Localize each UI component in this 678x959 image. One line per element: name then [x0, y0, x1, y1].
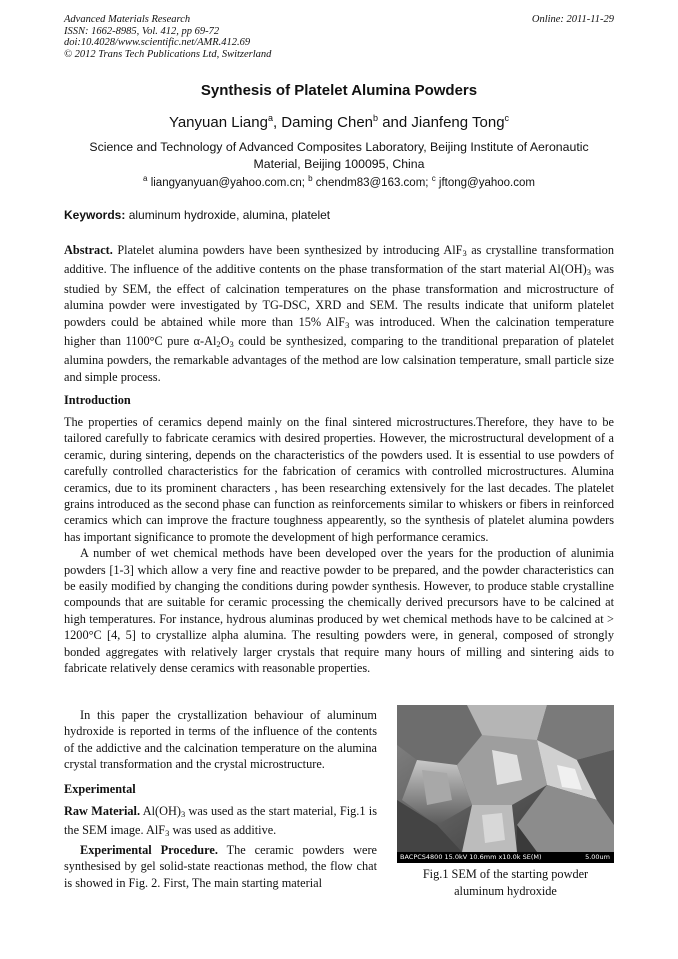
email-address[interactable]: jftong@yahoo.com [438, 176, 535, 189]
experimental-heading: Experimental [64, 781, 136, 796]
email-address[interactable]: chendm83@163.com; [315, 176, 429, 189]
keywords-label: Keywords: [64, 208, 126, 222]
scale-label: 5.00um [585, 853, 610, 861]
introduction-heading: Introduction [64, 393, 131, 407]
abstract-text: could be synthesized, comparing to the tranditional preparation of platelet alumina powders, the remarkable advantages of the method are low calsination temperature, small particle size and simple process. [64, 334, 615, 384]
author-name: Daming Chen [281, 114, 374, 131]
author-list: Yanyuan Liang$^a$, Daming Chen$^b$ and Jianfeng Tong$^c$ [168, 113, 510, 131]
author-name: Jianfeng Tong [411, 114, 505, 131]
abstract-label: Abstract. [64, 243, 113, 257]
keywords-text: aluminum hydroxide, alumina, platelet [128, 208, 331, 222]
caption-line: aluminum hydroxide [454, 884, 557, 898]
left-column [64, 707, 377, 891]
abstract-text: was studied by SEM, the effect of calcination temperatures on the phase transformation and microstructure of alumina powder were investigated by TG-DSC, XRD and SEM. The results indicate that uniform platelet powders could be abtained while more than 15% AlF [64, 262, 614, 329]
email-sup: a [143, 174, 148, 183]
email-sup: b [308, 174, 313, 183]
abstract-text: as crystalline transformation additive. The influence of the additive contents on the phase transformation of the start material Al(OH) [64, 243, 614, 277]
subscript: 3 [345, 319, 350, 330]
subscript: 3 [180, 809, 186, 820]
sem-micrograph [397, 705, 614, 852]
procedure-label: Experimental Procedure. [80, 842, 218, 857]
sem-parameters: BACPCS4800 15.0kV 10.6mm x10.0k SE(M) [400, 853, 542, 861]
journal-name: Advanced Materials Research [64, 14, 191, 25]
raw-text: Al(OH) [142, 804, 181, 819]
subscript: 3 [165, 828, 170, 839]
abstract-text: Platelet alumina powders have been synthesized by introducing AlF [117, 243, 463, 257]
paragraph: The properties of ceramics depend mainly on the final sintered microstructures.Therefore, they have to be tailored carefully to fabricate ceramics with desired properties. However, the microstructural development of a ceramic, during sintering, depends on the characteristics of the powders used. It is essential to use powders of carefully controlled characteristics for the fabrication of ceramics with controlled microstructures. Alumina ceramics, due to its prominent characters , has been researching extensively for the last decades. The platelet grains introduced as the second phase can function as reinforcements similar to whiskers or fibers in reinforced ceramics which can improve the fracture toughness appearently, so the synthesis of platelet alumina powders has important significance to promote the development of high performance ceramics. [64, 415, 614, 544]
sem-image [397, 705, 614, 863]
email-sup: c [431, 174, 436, 183]
paragraph [64, 842, 377, 891]
email-list [0, 174, 678, 189]
online-date: Online: 2011-11-29 [531, 14, 614, 25]
paper-title: Synthesis of Platelet Alumina Powders [200, 82, 478, 99]
procedure-text: The ceramic powders were synthesised by gel solid-state reactionas method, the flow chat is showed in Fig. 2. First, The main starting material [64, 842, 378, 890]
abstract-text: O [220, 334, 230, 349]
raw-text: was used as additive. [172, 823, 277, 838]
author-sup: c [504, 113, 510, 123]
subscript: 3 [586, 267, 592, 278]
raw-material-label: Raw Material. [64, 804, 141, 819]
copyright-line: © 2012 Trans Tech Publications Ltd, Switzerland [64, 48, 272, 60]
author-sup: a [267, 113, 273, 123]
sem-info-bar [397, 852, 614, 863]
author-sup: b [373, 113, 379, 123]
journal-header [64, 14, 614, 60]
abstract [64, 242, 614, 385]
paragraph [64, 803, 377, 842]
introduction-body [64, 414, 614, 677]
abstract-text: was introduced. When the calcination temperature higher than 1100°C pure α-Al [64, 314, 614, 349]
issn-line: ISSN: 1662-8985, Vol. 412, pp 69-72 [64, 25, 220, 37]
subscript: 3 [462, 248, 467, 258]
email-address[interactable]: liangyanyuan@yahoo.com.cn; [150, 176, 305, 189]
figure-caption [397, 866, 614, 900]
keywords [64, 208, 624, 222]
doi-line: doi:10.4028/www.scientific.net/AMR.412.69 [64, 37, 251, 48]
author-name: Yanyuan Liang [168, 114, 268, 131]
subscript: 2 [216, 339, 221, 350]
paragraph: A number of wet chemical methods have been developed over the years for the production of alunimia powders [1-3] which allow a very fine and reactive powder to be prepared, and the powder characteristics can be easily modified by changing the conditions during powder synthesis. However, to produce stable crystalline compounds that are suitable for ceramic processing the chemically derived precursors have to be calcined at high temperatures. For instance, hydrous aluminas produced by wet chemical methods have to be calcined at > 1200°C [4, 5] to crystallize alpha alumina. The resulting powders were, in general, composed of strongly bonded aggregates with relatively larger crystals that require many hours of milling and sintering aids to fabricate relatively dense ceramics with reasonable properties. [64, 546, 614, 676]
affiliation: Science and Technology of Advanced Composites Laboratory, Beijing Institute of Aeronautic Material, Beijing 100095, China [89, 140, 589, 171]
raw-text: was used as the start material, Fig.1 is the SEM image. AlF [64, 804, 377, 838]
paragraph: In this paper the crystallization behaviour of aluminum hydroxide is reported in terms of the influence of the contents of the addictive and the calcination temperature on the alumina crystal transformation and the crystal microstructure. [64, 708, 377, 772]
caption-line: Fig.1 SEM of the starting powder [422, 867, 589, 881]
subscript: 3 [229, 339, 234, 350]
